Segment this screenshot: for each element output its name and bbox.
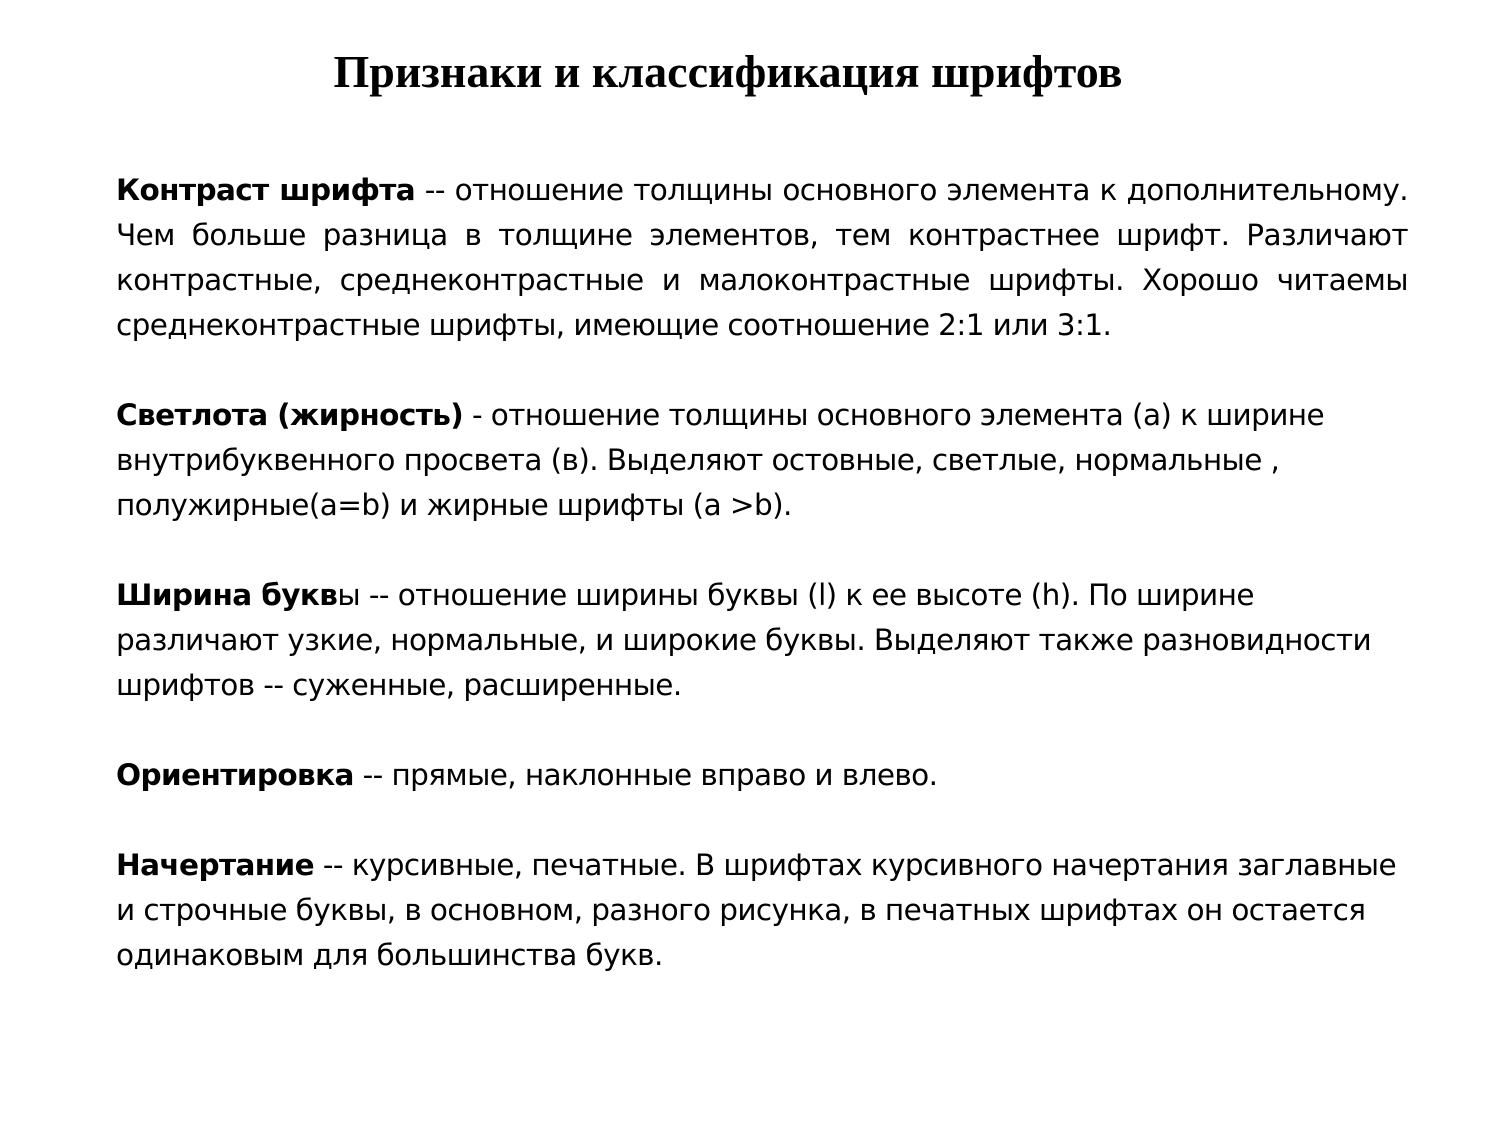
term-contrast: Контраст шрифта: [116, 173, 416, 207]
definition-orientation: -- прямые, наклонные вправо и влево.: [353, 758, 938, 792]
definition-lightness: - отношение толщины основного элемента (а) к ширине внутрибуквенного просвета (в). Выделяют остовные, светлые, нормальные , полужирные(a=b) и жирные шрифты (a >b).: [116, 398, 1325, 522]
paragraph-contrast: [116, 168, 1408, 348]
document-body: [116, 168, 1408, 978]
term-lightness: Светлота (жирность): [116, 398, 464, 432]
definition-letter-width: ы -- отношение ширины буквы (l) к ее высоте (h). По ширине различают узкие, нормальные, и широкие буквы. Выделяют также разновидности шрифтов -- суженные, расширенные.: [116, 578, 1372, 702]
paragraph-letter-width: [116, 573, 1408, 708]
term-letter-width: Ширина букв: [116, 578, 338, 612]
term-style: Начертание: [116, 848, 315, 882]
term-orientation: Ориентировка: [116, 758, 354, 792]
definition-contrast: -- отношение толщины основного элемента к дополнительному. Чем больше разница в толщине элементов, тем контрастнее шрифт. Различают контрастные, среднеконтрастные и малоконтрастные шрифты. Хорошо читаемы среднеконтрастные шрифты, имеющие соотношение 2:1 или 3:1.: [116, 173, 1408, 342]
definition-style: -- курсивные, печатные. В шрифтах курсивного начертания заглавные и строчные буквы, в основном, разного рисунка, в печатных шрифтах он остается одинаковым для большинства букв.: [116, 848, 1397, 972]
paragraph-style: [116, 843, 1408, 978]
paragraph-lightness: [116, 393, 1408, 528]
paragraph-orientation: [116, 753, 1408, 798]
page-title: Признаки и классификация шрифтов: [333, 46, 1123, 97]
